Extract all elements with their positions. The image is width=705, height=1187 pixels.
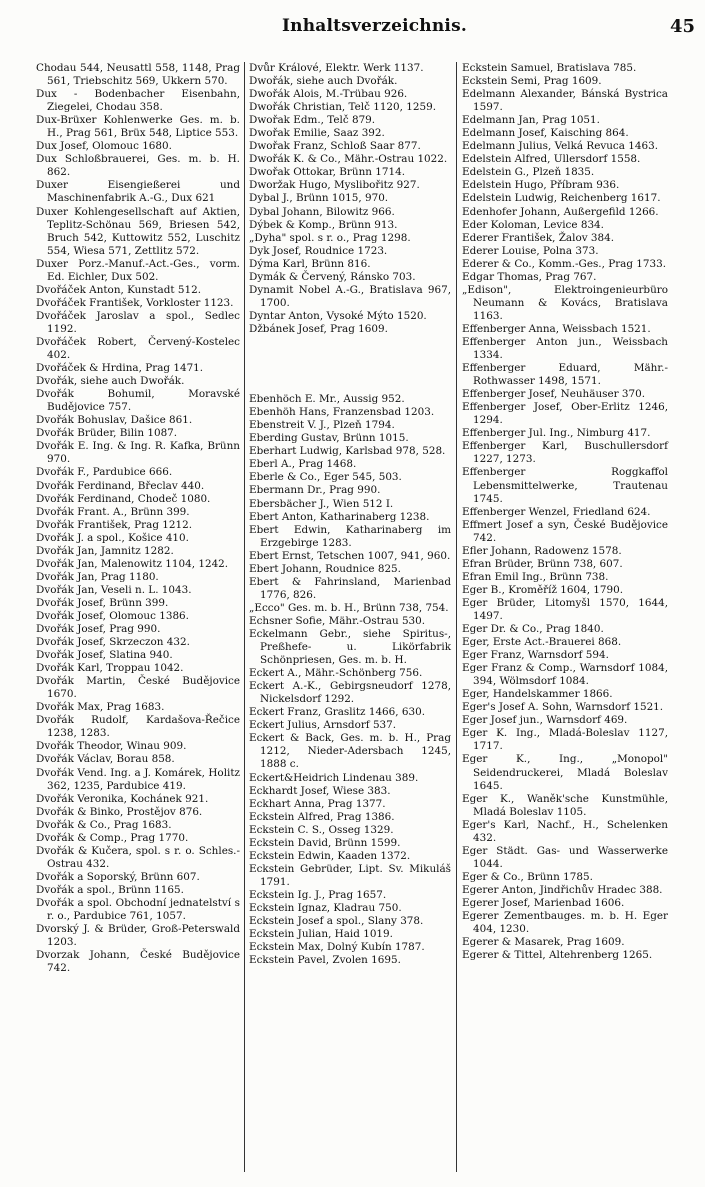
index-entry: Dyk Josef, Roudnice 1723. [249,244,388,257]
index-entry: Effmert Josef a syn, České Budějovice 742. [462,518,668,544]
index-entry: Eckstein Ignaz, Kladrau 750. [249,901,402,914]
index-entry: Dux - Bodenbacher Eisenbahn, Ziegelei, Chodau 358. [36,88,240,114]
column-divider [456,62,457,1172]
index-entry: Dvořák Josef, Skrzeczon 432. [36,636,190,649]
index-entry: Dvořák Josef, Brünn 399. [36,596,169,609]
index-entry: Eckstein Julian, Haid 1019. [249,928,393,941]
index-entry: Ebenhöh Hans, Franzensbad 1203. [249,406,435,419]
index-entry: Dux Schloßbrauerei, Ges. m. b. H. 862. [36,153,240,179]
index-entry: Ebermann Dr., Prag 990. [249,484,381,497]
index-entry: Dvořáček Robert, Červený-Kostelec 402. [36,335,240,362]
index-entry: Egerer & Masarek, Prag 1609. [462,936,625,949]
index-entry: Eger Franz & Comp., Warnsdorf 1084, 394, Wölmsdorf 1084. [462,662,668,688]
index-entry: Dvořák Rudolf, Kardašova-Řečice 1238, 1283. [36,714,240,740]
index-entry: Eckstein C. S., Osseg 1329. [249,823,394,836]
index-entry: Dvořák E. Ing. & Ing. R. Kafka, Brünn 970. [36,440,240,466]
index-entry: Dynamit Nobel A.-G., Bratislava 967, 1700. [249,283,451,309]
index-entry: Dvořák F., Pardubice 666. [36,466,173,479]
index-entry: Dvořák Josef, Olomouc 1386. [36,609,189,622]
index-entry: Dvořák Frant. A., Brünn 399. [36,505,190,518]
index-entry: Ebert Edwin, Katharinaberg im Erzgebirge 1283. [249,523,451,549]
index-entry: „Dyha" spol. s r. o., Prag 1298. [249,231,411,244]
index-entry: Duxer Kohlengesellschaft auf Aktien, Teplitz-Schönau 569, Briesen 542, Bruch 542, Kuttowitz 552, Luschitz 554, Wiesa 571, Zettlitz 572. [36,205,240,257]
index-entry: Ederer & Co., Komm.-Ges., Prag 1733. [462,257,667,270]
page-title: Inhaltsverzeichnis. [282,16,467,36]
page-header [0,6,705,46]
index-entry: Edgar Thomas, Prag 767. [462,270,597,283]
index-entry: Eckert & Back, Ges. m. b. H., Prag 1212, Nieder-Adersbach 1245, 1888 c. [249,732,451,771]
index-entry: Eckstein Alfred, Prag 1386. [249,810,395,823]
index-entry: Eckstein David, Brünn 1599. [249,836,401,849]
index-entry: Dybal Johann, Bilowitz 966. [249,205,395,218]
index-entry: „Ecco" Ges. m. b. H., Brünn 738, 754. [249,601,449,614]
index-entry: Dvořák Brüder, Bilin 1087. [36,427,178,440]
index-entry: Efran Emil Ing., Brünn 738. [462,570,609,583]
index-entry: Dwořák Alois, M.-Trübau 926. [249,88,408,101]
column-divider [244,62,245,1172]
section-gap [249,346,451,359]
index-entry: Egerer Anton, Jindřichův Hradec 388. [462,883,663,896]
index-entry: Dvorský J. & Brüder, Groß-Peterswald 1203. [36,923,240,949]
index-column-3 [462,62,668,962]
index-entry: Dvořák Bohumil, Moravské Budějovice 757. [36,388,240,414]
index-entry: Dvůr Králové, Elektr. Werk 1137. [249,62,424,74]
index-entry: Dworžak Hugo, Myslibořitz 927. [249,179,420,192]
index-entry: Ebert Ernst, Tetschen 1007, 941, 960. [249,549,451,562]
index-entry: Effenberger Wenzel, Friedland 624. [462,505,651,518]
index-entry: Eckert Franz, Graslitz 1466, 630. [249,706,426,719]
index-entry: Ebenstreit V. J., Plzeň 1794. [249,419,395,432]
index-entry: Edelstein Alfred, Ullersdorf 1558. [462,153,641,166]
index-entry: Dvořák Vend. Ing. a J. Komárek, Holitz 362, 1235, Pardubice 419. [36,766,240,792]
index-entry: Egerer Zementbauges. m. b. H. Eger 404, 1230. [462,910,668,936]
index-entry: Dyntar Anton, Vysoké Mýto 1520. [249,309,427,322]
index-entry: Dvorzak Johann, České Budějovice 742. [36,949,240,975]
index-entry: Dwořák, siehe auch Dvořák. [249,75,398,88]
index-entry: Edelmann Josef, Kaisching 864. [462,127,629,140]
index-entry: Dýbek & Komp., Brünn 913. [249,218,398,231]
index-entry: Eckelmann Gebr., siehe Spiritus-, Preßhefe- u. Likörfabrik Schönpriesen, Ges. m. b. H. [249,628,451,667]
index-entry: Eckert&Heidrich Lindenau 389. [249,771,419,784]
index-entry: Eberle & Co., Eger 545, 503. [249,471,402,484]
index-entry: Dvořák Veronika, Kochánek 921. [36,792,209,805]
index-entry: Eberding Gustav, Brünn 1015. [249,432,409,445]
index-entry: Eckstein Samuel, Bratislava 785. [462,62,637,74]
index-entry: Dvořák Jan, Jamnitz 1282. [36,544,174,557]
index-entry: Effenberger Anna, Weissbach 1521. [462,322,651,335]
index-entry: Eberhart Ludwig, Karlsbad 978, 528. [249,445,446,458]
index-entry: Dvořák Josef, Slatina 940. [36,649,173,662]
section-gap [249,370,451,383]
index-entry: Dvořák Josef, Prag 990. [36,623,161,636]
index-entry: Dvořák Karl, Troppau 1042. [36,662,184,675]
index-entry: Eder Koloman, Levice 834. [462,218,604,231]
index-entry: Dvořák Max, Prag 1683. [36,701,165,714]
index-entry: Chodau 544, Neusattl 558, 1148, Prag 561, Triebschitz 569, Ukkern 570. [36,62,240,88]
index-entry: Eberl A., Prag 1468. [249,458,357,471]
index-entry: Eckert Julius, Arnsdorf 537. [249,719,397,732]
index-entry: Ebert & Fahrinsland, Marienbad 1776, 826. [249,575,451,601]
index-entry: Dwořak Ottokar, Brünn 1714. [249,166,406,179]
index-entry: Eger, Handelskammer 1866. [462,688,613,701]
index-entry: Dvořák & Binko, Prostějov 876. [36,805,203,818]
index-column-1 [36,62,240,975]
index-entry: Dvořáček František, Vorkloster 1123. [36,296,234,309]
index-column-2 [249,62,451,967]
index-entry: Edelstein Ludwig, Reichenberg 1617. [462,192,661,205]
index-entry: Dwořak Franz, Schloß Saar 877. [249,140,421,153]
index-entry: Egerer Josef, Marienbad 1606. [462,897,625,909]
index-entry: Dvořák Václav, Borau 858. [36,753,175,766]
index-entry: Eckstein Josef a spol., Slany 378. [249,915,424,928]
index-entry: Edelstein Hugo, Příbram 936. [462,179,620,192]
index-entry: Eckstein Edwin, Kaaden 1372. [249,849,411,862]
index-entry: Eckert A.-K., Gebirgsneudorf 1278, Nickelsdorf 1292. [249,680,451,706]
index-entry: Ebenhöch E. Mr., Aussig 952. [249,393,405,406]
index-entry: Dwořak Edm., Telč 879. [249,114,376,127]
index-entry: Effenberger Karl, Buschullersdorf 1227, 1273. [462,440,668,466]
index-entry: Eger Städt. Gas- und Wasserwerke 1044. [462,844,668,870]
index-entry: Eger & Co., Brünn 1785. [462,870,593,883]
index-entry: Eckhardt Josef, Wiese 383. [249,784,391,797]
index-entry: Ebersbächer J., Wien 512 I. [249,497,394,510]
index-entry: Dvořák & Co., Prag 1683. [36,818,172,831]
index-entry: Eger, Erste Act.-Brauerei 868. [462,636,622,649]
index-entry: Dvořák Martin, České Budějovice 1670. [36,675,240,701]
index-entry: Dvořák a spol., Brünn 1165. [36,883,184,896]
index-entry: Effenberger Josef, Neuhäuser 370. [462,388,646,401]
index-entry: Eger K., Ing., „Monopol" Seidendruckerei, Mladá Boleslav 1645. [462,753,668,792]
index-entry: Dvořák Ferdinand, Břeclav 440. [36,479,205,492]
page-number: 45 [669,16,695,37]
index-entry: Dvořák Theodor, Winau 909. [36,740,187,753]
index-entry: Dvořák Bohuslav, Dašice 861. [36,414,193,427]
index-entry: Effenberger Josef, Ober-Erlitz 1246, 1294. [462,401,668,427]
index-entry: Eger K., Waněk'sche Kunstmühle, Mladá Boleslav 1105. [462,792,668,818]
index-entry: Dwořak Emilie, Saaz 392. [249,127,385,140]
index-entry: Edenhofer Johann, Außergefild 1266. [462,205,659,218]
index-entry: Edelmann Jan, Prag 1051. [462,114,600,127]
index-entry: Dvořák Jan, Veseli n. L. 1043. [36,583,192,596]
index-entry: Edelmann Julius, Velká Revuca 1463. [462,140,658,153]
index-entry: Eger Brüder, Litomyšl 1570, 1644, 1497. [462,596,668,622]
index-entry: Effenberger Eduard, Mähr.-Rothwasser 1498, 1571. [462,362,668,388]
index-entry: Eger Josef jun., Warnsdorf 469. [462,714,628,727]
index-entry: Egerer & Tittel, Altehrenberg 1265. [462,949,653,962]
index-entry: Džbánek Josef, Prag 1609. [249,322,388,335]
index-entry: Dvořáček Anton, Kunstadt 512. [36,283,201,296]
index-entry: Dvořák Jan, Prag 1180. [36,570,159,583]
index-entry: Dvořák a Soporský, Brünn 607. [36,870,200,883]
index-entry: Eckstein Gebrüder, Lipt. Sv. Mikuláš 1791. [249,862,451,888]
index-entry: Dvořák J. a spol., Košice 410. [36,531,189,544]
index-entry: Efran Brüder, Brünn 738, 607. [462,557,623,570]
index-entry: Dymák & Červený, Ránsko 703. [249,270,416,283]
index-entry: Ederer Louise, Polna 373. [462,244,599,257]
index-entry: Eckstein Ig. J., Prag 1657. [249,888,387,901]
index-entry: Eger's Josef A. Sohn, Warnsdorf 1521. [462,701,664,714]
index-entry: Eckhart Anna, Prag 1377. [249,797,386,810]
index-entry: Dybal J., Brünn 1015, 970. [249,192,389,205]
index-entry: Dvořák František, Prag 1212. [36,518,193,531]
index-entry: Dux-Brüxer Kohlenwerke Ges. m. b. H., Prag 561, Brüx 548, Liptice 553. [36,114,240,140]
index-entry: Eckstein Semi, Prag 1609. [462,75,602,88]
index-entry: Effenberger Jul. Ing., Nimburg 417. [462,427,651,440]
index-entry: Echsner Sofie, Mähr.-Ostrau 530. [249,614,426,627]
index-entry: Effenberger Anton jun., Weissbach 1334. [462,335,668,362]
index-entry: Eckstein Pavel, Zvolen 1695. [249,954,401,967]
index-entry: Eger's Karl, Nachf., H., Schelenken 432. [462,818,668,844]
index-entry: Efler Johann, Radowenz 1578. [462,544,622,557]
index-entry: Eger Dr. & Co., Prag 1840. [462,623,604,636]
index-entry: Dwořák Christian, Telč 1120, 1259. [249,101,437,114]
index-entry: Dvořáček Jaroslav a spol., Sedlec 1192. [36,309,240,335]
index-entry: Dýma Karl, Brünn 816. [249,257,371,270]
index-entry: Dvořák a spol. Obchodní jednatelství s r. o., Pardubice 761, 1057. [36,897,240,923]
index-entry: Dvořáček & Hrdina, Prag 1471. [36,362,204,375]
index-entry: Eger Franz, Warnsdorf 594. [462,649,609,662]
index-entry: Eger K. Ing., Mladá-Boleslav 1127, 1717. [462,727,668,753]
index-entry: Edelmann Alexander, Bánská Bystrica 1597. [462,88,668,114]
index-entry: Dvořák & Kučera, spol. s r. o. Schles.-Ostrau 432. [36,844,240,870]
index-entry: Dvořák, siehe auch Dwořák. [36,375,185,388]
index-entry: Duxer Porz.-Manuf.-Act.-Ges., vorm. Ed. Eichler, Dux 502. [36,257,240,283]
index-entry: Eckert A., Mähr.-Schönberg 756. [249,667,423,680]
index-entry: Dvořák Ferdinand, Chodeč 1080. [36,492,211,505]
index-entry: Edelstein G., Plzeň 1835. [462,166,595,179]
index-entry: Dvořák Jan, Malenowitz 1104, 1242. [36,557,229,570]
index-entry: Effenberger Roggkaffol Lebensmittelwerke, Trautenau 1745. [462,466,668,505]
index-entry: Eckstein Max, Dolný Kubín 1787. [249,941,425,954]
index-entry: Ebert Anton, Katharinaberg 1238. [249,510,430,523]
index-entry: „Edison", Elektroingenieurbüro Neumann & Kovács, Bratislava 1163. [462,283,668,322]
index-entry: Eger B., Kroměříž 1604, 1790. [462,583,624,596]
index-entry: Ederer František, Žalov 384. [462,231,615,244]
index-entry: Dwořák K. & Co., Mähr.-Ostrau 1022. [249,153,448,166]
index-entry: Dvořák & Comp., Prag 1770. [36,831,189,844]
index-entry: Duxer Eisengießerei und Maschinenfabrik A.-G., Dux 621 [36,179,240,205]
index-entry: Ebert Johann, Roudnice 825. [249,562,401,575]
index-entry: Dux Josef, Olomouc 1680. [36,140,172,153]
